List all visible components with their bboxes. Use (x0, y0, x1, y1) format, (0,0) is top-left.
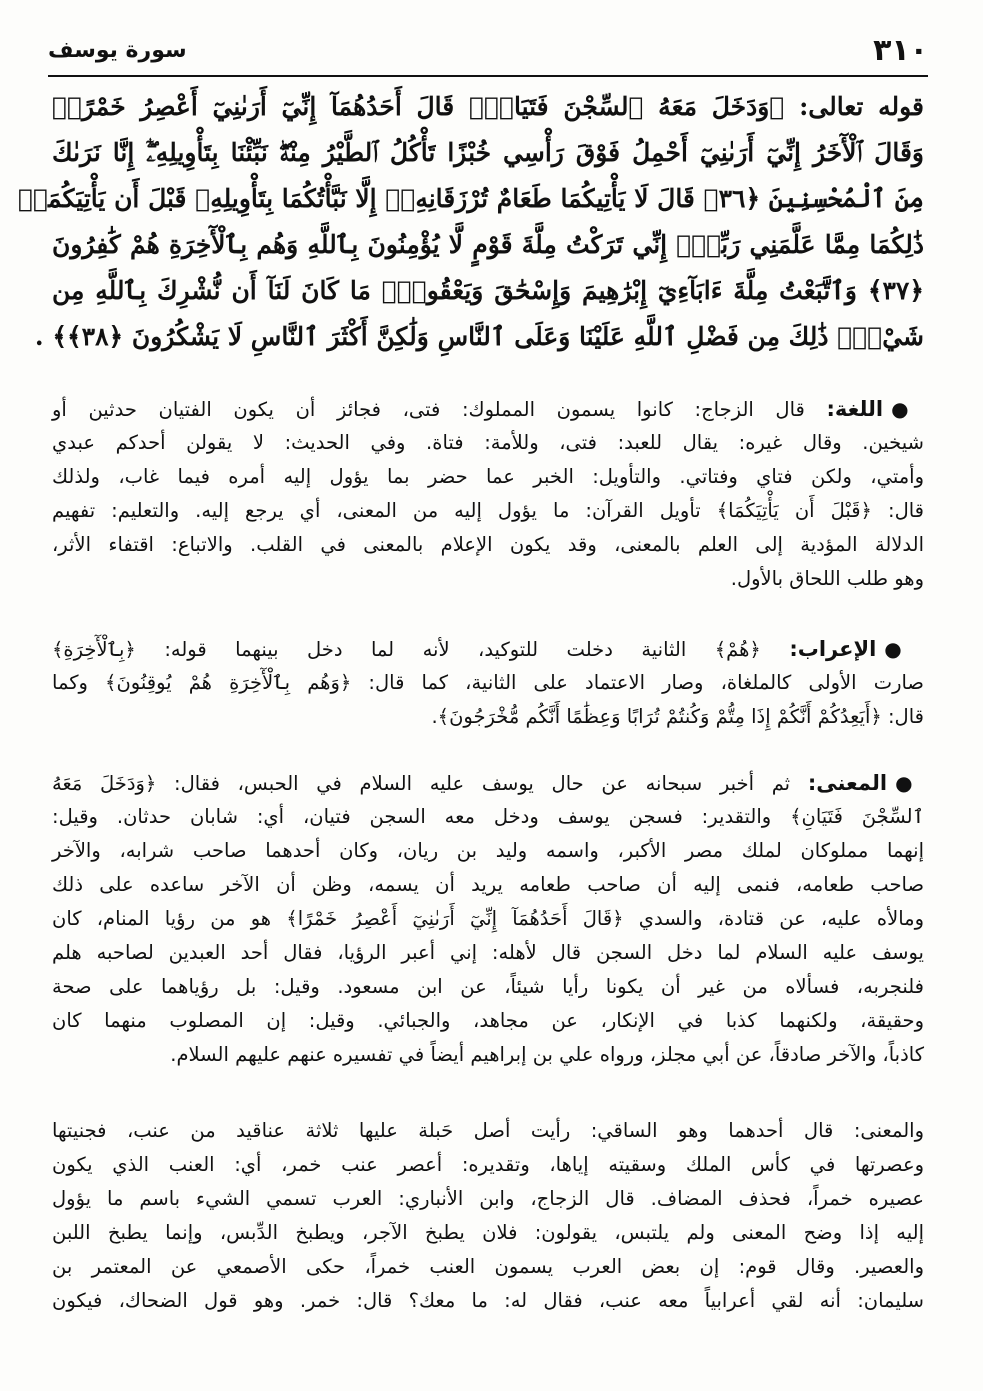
section-language (52, 392, 924, 596)
section-line: والعصير. وقال قوم: إن بعض العرب يسمون العنب خمراً، حكى الأصمعي عن المعتمر بن (52, 1255, 924, 1278)
section-line: ومالأه عليه، عن قتادة، والسدي ﴿قَالَ أَحَدُهُمَآ إِنِّيٓ أَرَىٰنِيٓ أَعْصِرُ خَمْرًا﴾ هو من رؤيا المنام، كان (52, 907, 924, 930)
quran-line: شَيْءٍۚ ذَٰلِكَ مِن فَضْلِ ٱللَّهِ عَلَيْنَا وَعَلَى ٱلنَّاسِ وَلَٰكِنَّ أَكْثَرَ ٱلنَّاسِ لَا يَشْكُرُونَ ﴿٣٨﴾﴾ . (34, 322, 924, 351)
section-grammar (52, 632, 924, 734)
quran-line: قوله تعالى: ﴿وَدَخَلَ مَعَهُ ٱلسِّجْنَ فَتَيَانِۖ قَالَ أَحَدُهُمَآ إِنِّيٓ أَرَىٰنِيٓ أَعْصِرُ خَمْرًاۖ (52, 92, 924, 121)
section-line: وأمتي، ولكن فتاي وفتاتي. والتأويل: الخبر عما حضر بما يؤول إليه أمره فيما غاب، ولذلك (52, 465, 924, 488)
bullet-icon: ● (891, 397, 925, 421)
section-line: والمعنى: قال أحدهما وهو الساقي: رأيت أصل حَبلة عليها ثلاثة عناقيد من عنب، فجنيتها (52, 1119, 924, 1142)
page-header (48, 30, 928, 70)
section-line: وهو طلب اللحاق بالأول. (730, 567, 924, 590)
bullet-icon: ● (884, 637, 925, 661)
section-meaning-continued (52, 1114, 924, 1318)
quran-line: ﴿٣٧﴾ وَٱتَّبَعْتُ مِلَّةَ ءَابَآءِيٓ إِبْرَٰهِيمَ وَإِسْحَٰقَ وَيَعْقُوبَۚ مَا كَانَ لَنَآ أَن نُّشْرِكَ بِٱللَّهِ مِن (52, 276, 924, 305)
section-line: وحقيقة، ولكنهما كذبا في الإنكار، عن مجاهد، والجبائي. وقيل: إن المصلوب منهما كان (52, 1009, 924, 1032)
surah-name: سورة يوسف (48, 37, 187, 63)
section-line: قال: ﴿قَبْلَ أَن يَأْتِيَكُمَا﴾ تأويل القرآن: ما يؤول إليه من المعنى، أي يرجع إليه. والتعليم: تفهيم (52, 499, 924, 522)
section-line: عصيره خمراً، فحذف المضاف. قال الزجاج، وابن الأنباري: العرب تسمي الشيء باسم ما يؤول (52, 1187, 924, 1210)
section-line: ●الإعراب: ﴿هُمْ﴾ الثانية دخلت للتوكيد، لأنه لما دخل بينهما قوله: ﴿بِٱلْأٓخِرَةِ﴾ (52, 637, 925, 661)
section-line: شيخين. وقال غيره: يقال للعبد: فتى، وللأمة: فتاة. وفي الحديث: لا يقولن أحدكم عبدي (52, 431, 924, 454)
section-line: إليه إذا وضح المعنى ولم يلتبس، يقولون: فلان يطبخ الآجر، ويطبخ الدِّبس، وإنما يطبخ اللبن (52, 1221, 924, 1244)
quran-line: وَقَالَ ٱلْأٓخَرُ إِنِّيٓ أَرَىٰنِيٓ أَحْمِلُ فَوْقَ رَأْسِي خُبْزًا تَأْكُلُ ٱلطَّيْرُ مِنْهُۖ نَبِّئْنَا بِتَأْوِيلِهِۦٓۖ إِنَّا نَرَىٰكَ (52, 138, 924, 167)
section-line: سليمان: أنه لقي أعرابياً معه عنب، فقال له: ما معك؟ قال: خمر. وهو قول الضحاك، فيكون (52, 1289, 924, 1312)
section-line: ●اللغة: قال الزجاج: كانوا يسمون المملوك: فتى، فجائز أن يكون الفتيان حدثين أو (52, 397, 925, 421)
section-line: قال: ﴿أَيَعِدُكُمْ أَنَّكُمْ إِذَا مِتُّمْ وَكُنتُمْ تُرَابًا وَعِظَٰمًا أَنَّكُم مُّخْرَجُونَ﴾. (431, 705, 924, 728)
section-line: كاذباً، والآخر صادقاً، عن أبي مجلز، ورواه علي بن إبراهيم أيضاً في تفسيره عنهم عليهم السلام. (170, 1043, 924, 1066)
section-heading: الإعراب: (789, 637, 877, 661)
quran-verses (18, 84, 924, 360)
section-line: فلنجربه، فسألاه من غير أن يكونا رأيا شيئاً، عن ابن مسعود. وقيل: بل رؤياهما على صحة (52, 975, 924, 998)
section-meaning (52, 766, 924, 1072)
section-line: يوسف عليه السلام لما دخل السجن قال لأهله: إني أعبر الرؤيا، فقال أحد العبدين لصاحبه هلم (52, 941, 924, 964)
section-heading: اللغة: (826, 397, 884, 421)
quran-line: مِنَ ٱلْمُحْسِنِينَ ﴿٣٦﴾ قَالَ لَا يَأْتِيكُمَا طَعَامٌ تُرْزَقَانِهِۦٓ إِلَّا نَبَّأْتُكُمَا بِتَأْوِيلِهِۦ قَبْلَ أَن يَأْتِيَكُمَاۚ (18, 184, 924, 213)
bullet-icon: ● (895, 771, 925, 795)
verse-intro: قوله تعالى: (784, 92, 924, 121)
section-line: الدلالة المؤدية إلى العلم بالمعنى، وقد يكون الإعلام بالمعنى في القلب. والاتباع: اقتفاء الأثر، (52, 533, 924, 556)
page-number: ٣١٠ (873, 32, 928, 68)
section-line: ٱلسِّجْنَ فَتَيَانِ﴾ والتقدير: فسجن يوسف ودخل معه السجن فتيان، أي: شابان حدثان. وقيل: (52, 805, 924, 828)
section-line: صارت الأولى كالملغاة، وصار الاعتماد على الثانية، كما قال: ﴿وَهُم بِٱلْأٓخِرَةِ هُمْ يُوقِنُونَ﴾ وكما (52, 671, 924, 694)
header-divider (48, 75, 928, 77)
section-line: إنهما مملوكان لملك مصر الأكبر، واسمه وليد بن ريان، وكان أحدهما صاحب شرابه، والآخر (52, 839, 924, 862)
section-line: صاحب طعامه، فنمى إليه أن صاحب طعامه يريد أن يسمه، وظن أن الآخر ساعده على ذلك (52, 873, 924, 896)
section-heading: المعنى: (807, 771, 888, 795)
section-line: ●المعنى: ثم أخبر سبحانه عن حال يوسف عليه السلام في الحبس، فقال: ﴿وَدَخَلَ مَعَهُ (52, 771, 925, 795)
quran-line: ذَٰلِكُمَا مِمَّا عَلَّمَنِي رَبِّيٓۚ إِنِّي تَرَكْتُ مِلَّةَ قَوْمٍ لَّا يُؤْمِنُونَ بِٱللَّهِ وَهُم بِٱلْأٓخِرَةِ هُمْ كَٰفِرُونَ (52, 230, 924, 259)
section-line: وعصرتها في كأس الملك وسقيته إياها، وتقديره: أعصر عنب خمر، أي: العنب الذي يكون (52, 1153, 924, 1176)
